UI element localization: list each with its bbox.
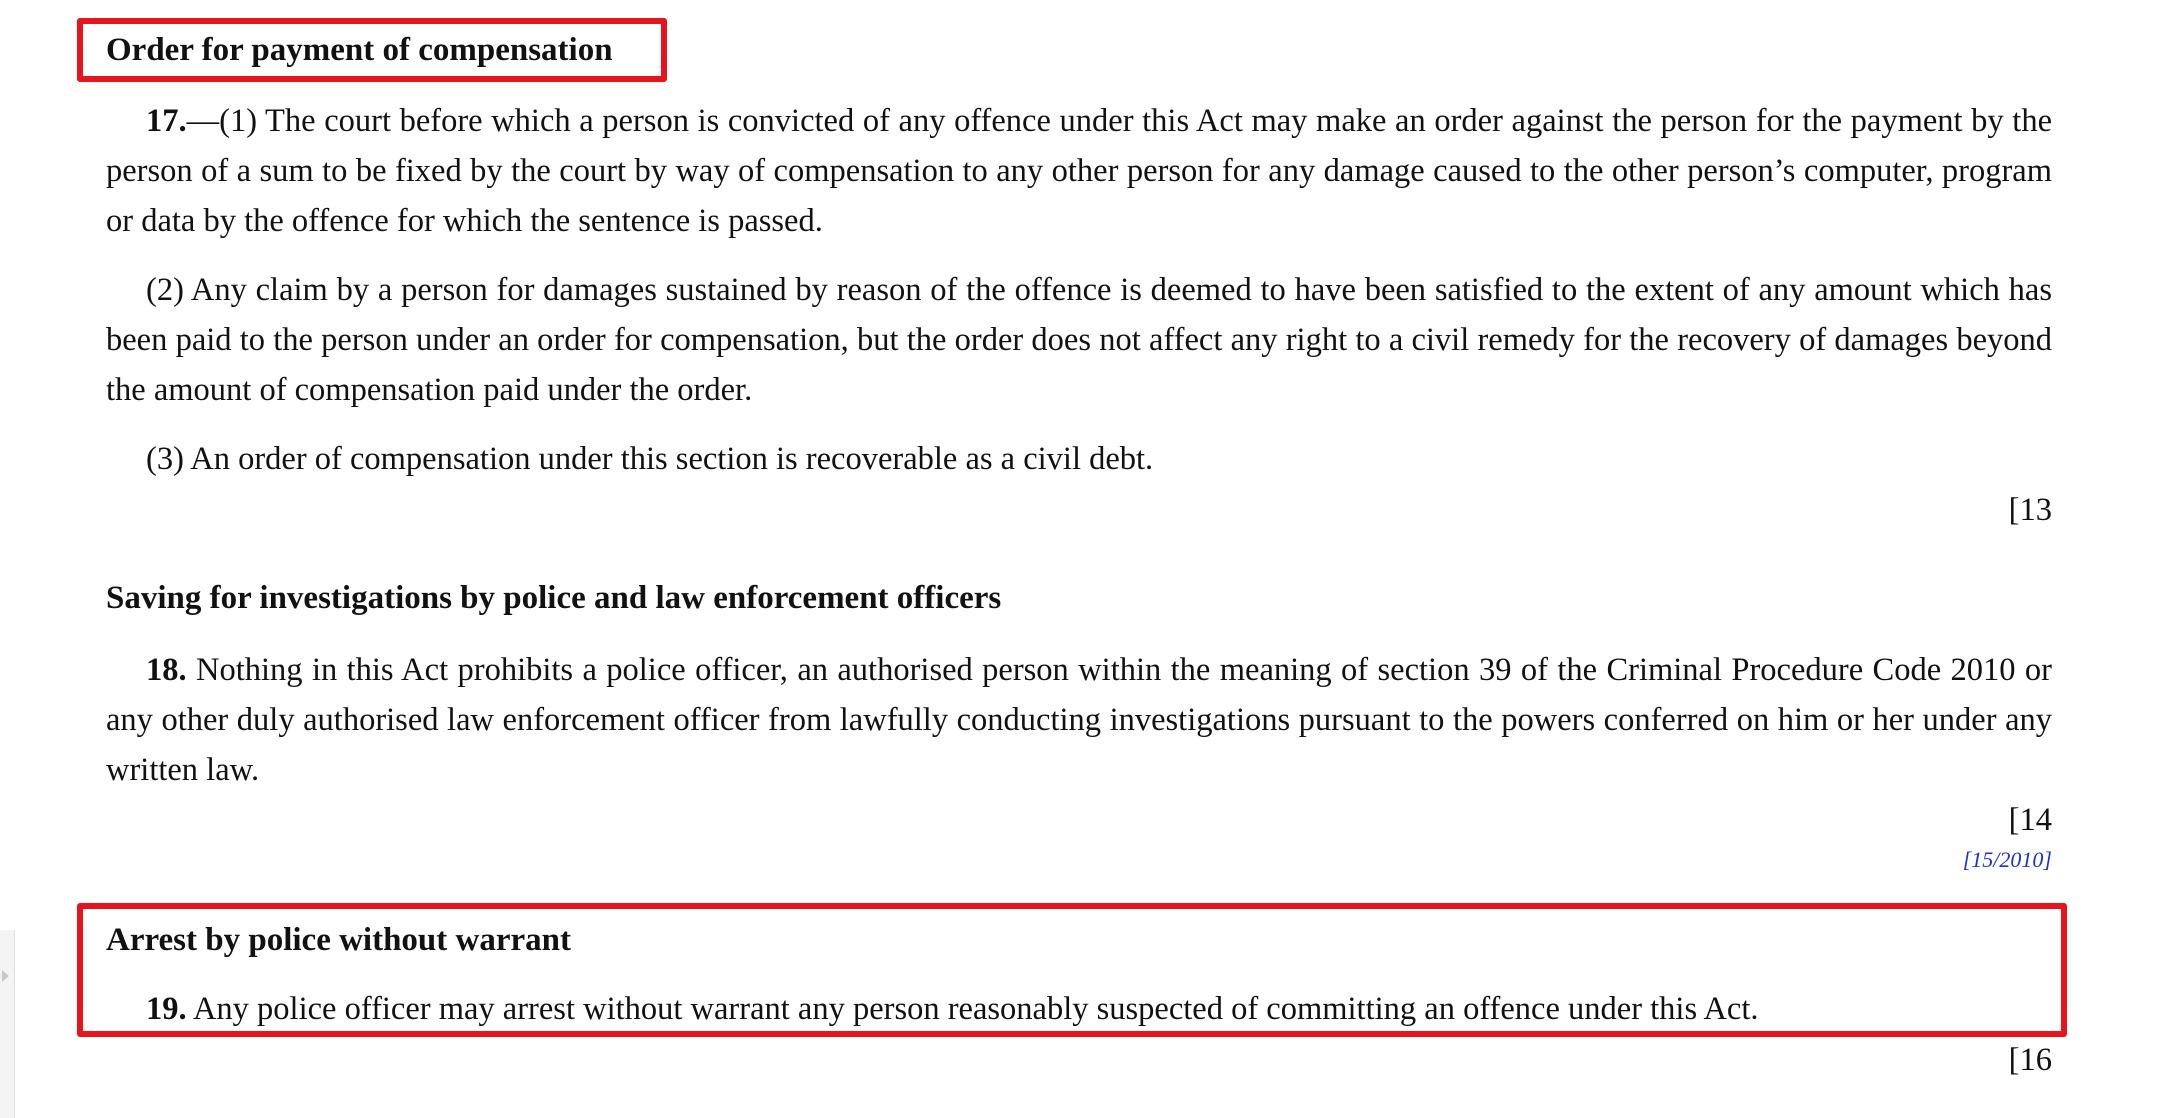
section-19-heading: Arrest by police without warrant xyxy=(106,922,571,958)
section-18-text xyxy=(106,645,2052,795)
section-17-number: 17. xyxy=(146,103,187,139)
section-19-text xyxy=(106,984,2052,1034)
section-18-heading: Saving for investigations by police and law enforcement officers xyxy=(106,580,1002,616)
section-18-body: Nothing in this Act prohibits a police officer, an authorised person within the meaning of section 39 of the Criminal Procedure Code 2010 or any other duly authorised law enforcement officer from lawfully conducting investigations pursuant to the powers conferred on him or her under any written law. xyxy=(106,652,2052,788)
section-17-subsection-2: (2) Any claim by a person for damages sustained by reason of the offence is deemed to have been satisfied to the extent of any amount which has been paid to the person under an order for compensation, but the order does not affect any right to a civil remedy for the recovery of damages beyond the amount of compensation paid under the order. xyxy=(106,272,2052,408)
section-17-subsection-1-text: —(1) The court before which a person is convicted of any offence under this Act may make an order against the person for the payment by the person of a sum to be fixed by the court by way of compensation to any other person for any damage caused to the other person’s computer, program or data by the offence for which the sentence is passed. xyxy=(106,103,2052,239)
amendment-link-15-2010[interactable]: [15/2010] xyxy=(1962,847,2052,872)
section-17-subsection-3: (3) An order of compensation under this section is recoverable as a civil debt. xyxy=(146,441,1154,477)
section-18-number: 18. xyxy=(146,652,187,688)
section-17-source-ref: [13 xyxy=(2008,492,2052,528)
section-17-heading: Order for payment of compensation xyxy=(106,32,613,68)
section-18-source-ref: [14 xyxy=(2008,802,2052,838)
section-19-source-ref: [16 xyxy=(2008,1042,2052,1078)
section-19-number: 19. xyxy=(146,991,187,1027)
side-panel-toggle[interactable] xyxy=(0,930,15,1118)
section-17-subsection-1 xyxy=(106,96,2052,246)
section-19-body: Any police officer may arrest without warrant any person reasonably suspected of committing an offence under this Act. xyxy=(186,991,1759,1027)
